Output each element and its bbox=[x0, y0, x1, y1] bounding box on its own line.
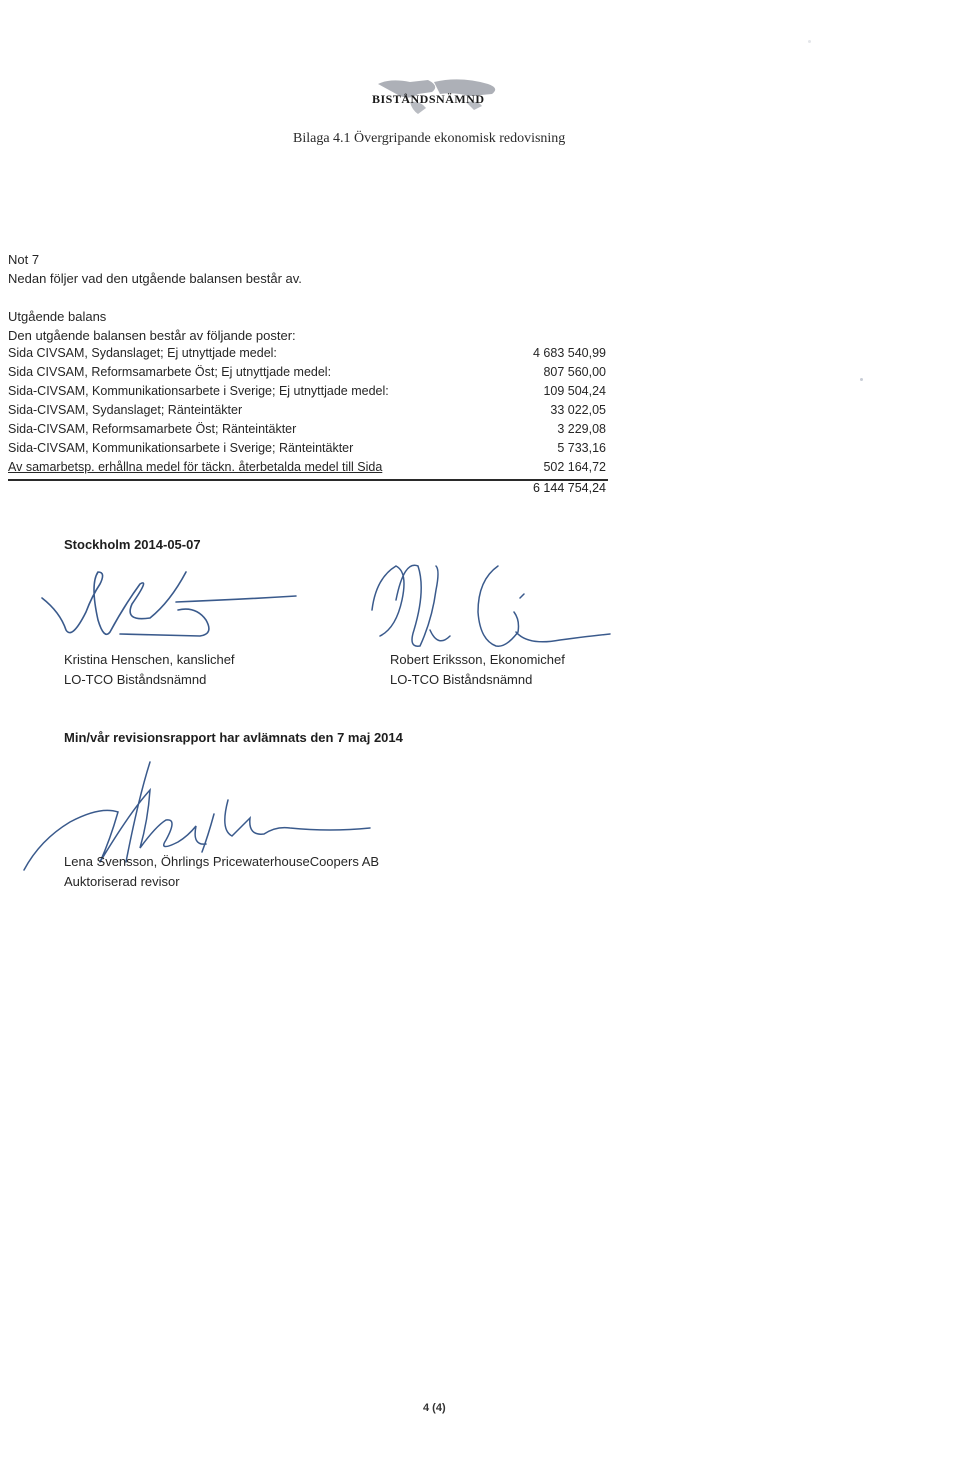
row-value: 4 683 540,99 bbox=[533, 346, 606, 360]
row-value: 807 560,00 bbox=[543, 365, 606, 379]
row-label: Sida-CIVSAM, Kommunikationsarbete i Sverige; Ej utnyttjade medel: bbox=[8, 384, 389, 398]
auditor bbox=[64, 852, 379, 892]
note-title: Not 7 bbox=[8, 252, 40, 267]
row-value: 502 164,72 bbox=[543, 460, 606, 474]
row-label: Av samarbetsp. erhållna medel för täckn. återbetalda medel till Sida bbox=[8, 460, 383, 474]
appendix-title: Bilaga 4.1 Övergripande ekonomisk redovisning bbox=[293, 131, 566, 146]
signer-1-name: Kristina Henschen, kanslichef bbox=[64, 652, 235, 667]
signer-1-org: LO-TCO Biståndsnämnd bbox=[64, 672, 207, 687]
row-value: 5 733,16 bbox=[557, 441, 606, 455]
page-number: 4 (4) bbox=[423, 1402, 446, 1414]
balance-title: Utgående balans bbox=[8, 309, 107, 324]
logo-text: BISTÅNDSNÄMND bbox=[372, 92, 485, 106]
row-label: Sida CIVSAM, Reformsamarbete Öst; Ej utnyttjade medel: bbox=[8, 365, 332, 379]
row-value: 33 022,05 bbox=[550, 403, 606, 417]
auditor-name: Lena Svensson, Öhrlings PricewaterhouseCoopers AB bbox=[64, 854, 380, 869]
row-label: Sida CIVSAM, Sydanslaget; Ej utnyttjade medel: bbox=[8, 346, 277, 360]
auditor-title: Auktoriserad revisor bbox=[64, 874, 180, 889]
note-intro: Nedan följer vad den utgående balansen består av. bbox=[8, 271, 302, 286]
scan-speck bbox=[808, 40, 811, 43]
row-label: Sida-CIVSAM, Reformsamarbete Öst; Ränteintäkter bbox=[8, 422, 297, 436]
audit-report-text: Min/vår revisionsrapport har avlämnats den 7 maj 2014 bbox=[64, 730, 403, 745]
balance-description: Den utgående balansen består av följande poster: bbox=[8, 328, 296, 343]
place-date: Stockholm 2014-05-07 bbox=[64, 537, 201, 552]
balance-total: 6 144 754,24 bbox=[533, 481, 606, 495]
row-label: Sida-CIVSAM, Sydanslaget; Ränteintäkter bbox=[8, 403, 243, 417]
scan-speck bbox=[860, 378, 863, 381]
signer-2-org: LO-TCO Biståndsnämnd bbox=[390, 672, 533, 687]
row-value: 109 504,24 bbox=[543, 384, 606, 398]
row-label: Sida-CIVSAM, Kommunikationsarbete i Sverige; Ränteintäkter bbox=[8, 441, 354, 455]
row-value: 3 229,08 bbox=[557, 422, 606, 436]
signer-2-name: Robert Eriksson, Ekonomichef bbox=[390, 652, 565, 667]
